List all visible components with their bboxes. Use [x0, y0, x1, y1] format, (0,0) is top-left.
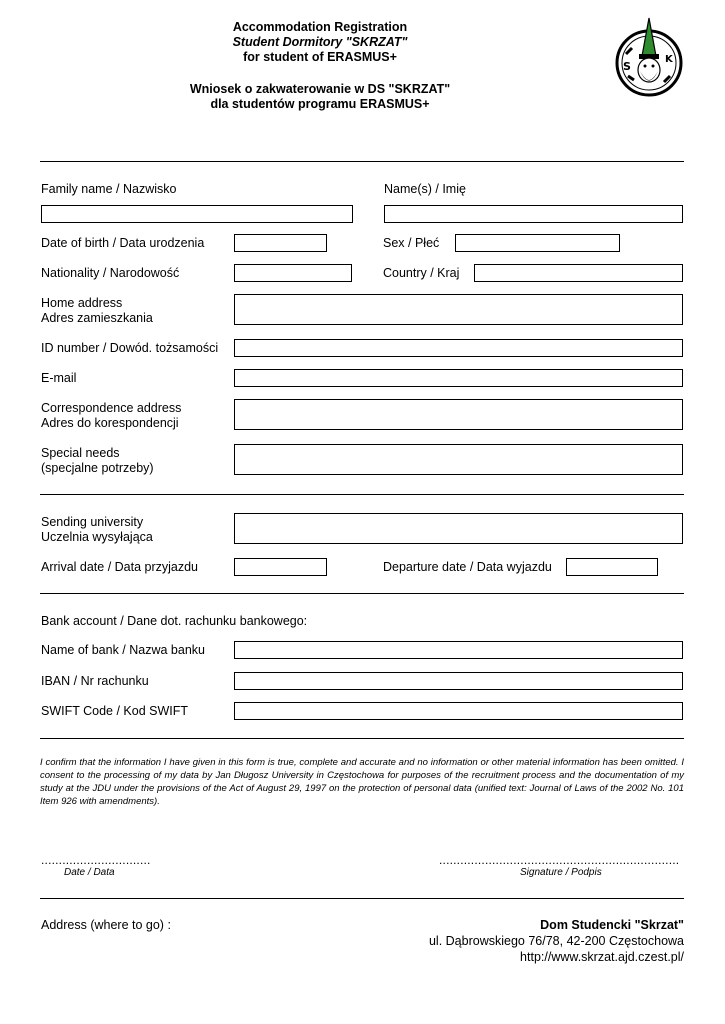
bank-divider — [40, 738, 684, 739]
title-line-3: for student of ERASMUS+ — [243, 50, 397, 64]
corr-address-field[interactable] — [234, 399, 683, 430]
dorm-street: ul. Dąbrowskiego 76/78, 42-200 Częstochowa — [428, 934, 684, 948]
signature-label: Signature / Podpis — [520, 867, 602, 878]
personal-divider — [40, 494, 684, 495]
home-address-label-en: Home address — [41, 296, 123, 310]
address-label: Address (where to go) : — [41, 918, 171, 932]
nationality-label: Nationality / Narodowość — [41, 266, 180, 280]
corr-address-label — [41, 401, 181, 431]
date-label: Date / Data — [64, 867, 115, 878]
title-block-pl — [170, 82, 470, 112]
departure-date-field[interactable] — [566, 558, 658, 576]
special-needs-label-en: Special needs — [41, 446, 120, 460]
family-name-label: Family name / Nazwisko — [41, 182, 177, 196]
departure-label: Departure date / Data wyjazdu — [383, 560, 552, 574]
names-label: Name(s) / Imię — [384, 182, 466, 196]
title-pl-line-1: Wniosek o zakwaterowanie w DS "SKRZAT" — [189, 82, 451, 96]
date-dots: ............................... — [41, 853, 151, 867]
swift-field[interactable] — [234, 702, 683, 720]
home-address-label-pl: Adres zamieszkania — [41, 311, 153, 325]
home-address-label — [41, 296, 153, 326]
dorm-url[interactable]: http://www.skrzat.ajd.czest.pl/ — [520, 950, 684, 964]
email-field[interactable] — [234, 369, 683, 387]
country-label: Country / Kraj — [383, 266, 460, 280]
swift-label: SWIFT Code / Kod SWIFT — [41, 704, 189, 718]
id-label: ID number / Dowód. tożsamości — [41, 341, 219, 355]
special-needs-label — [41, 446, 154, 476]
sending-university-label-pl: Uczelnia wysyłająca — [41, 530, 153, 544]
title-line-2: Student Dormitory "SKRZAT" — [232, 35, 408, 49]
dormitory-logo-icon — [612, 14, 686, 100]
sex-field[interactable] — [455, 234, 620, 252]
arrival-date-field[interactable] — [234, 558, 327, 576]
iban-label: IBAN / Nr rachunku — [41, 674, 149, 688]
bank-section-label: Bank account / Dane dot. rachunku bankowego: — [41, 614, 308, 628]
id-field[interactable] — [234, 339, 683, 357]
iban-field[interactable] — [234, 672, 683, 690]
sending-university-label — [41, 515, 153, 545]
email-label: E-mail — [41, 371, 77, 385]
consent-text: I confirm that the information I have given in this form is true, complete and accurate and no information or other material information has been omitted. I consent to the processing of my data by Jan Długosz University in Częstochowa for purposes of the recruitment process and the documentation of my study at the JDU under the provisions of the Act of August 29, 1997 on the protection of personal data (unified text: Journal of Laws of the 2002 No. 101 Item 926 with amendments). — [40, 757, 684, 807]
footer-address — [429, 917, 684, 965]
home-address-field[interactable] — [234, 294, 683, 325]
sending-university-field[interactable] — [234, 513, 683, 544]
header-divider — [40, 161, 684, 162]
title-line-1: Accommodation Registration — [232, 20, 408, 34]
svg-text:K: K — [665, 54, 673, 65]
sex-label: Sex / Płeć — [383, 236, 440, 250]
special-needs-label-pl: (specjalne potrzeby) — [41, 461, 154, 475]
corr-address-label-pl: Adres do korespondencji — [41, 416, 179, 430]
bank-name-field[interactable] — [234, 641, 683, 659]
bank-name-label: Name of bank / Nazwa banku — [41, 643, 205, 657]
special-needs-field[interactable] — [234, 444, 683, 475]
corr-address-label-en: Correspondence address — [41, 401, 182, 415]
svg-text:S: S — [623, 60, 631, 73]
dorm-name: Dom Studencki "Skrzat" — [540, 918, 684, 932]
arrival-label: Arrival date / Data przyjazdu — [41, 560, 199, 574]
title-block — [170, 20, 470, 65]
names-field[interactable] — [384, 205, 683, 223]
signature-divider — [40, 898, 684, 899]
dob-field[interactable] — [234, 234, 327, 252]
country-field[interactable] — [474, 264, 683, 282]
title-pl-line-2: dla studentów programu ERASMUS+ — [210, 97, 430, 111]
nationality-field[interactable] — [234, 264, 352, 282]
study-divider — [40, 593, 684, 594]
dob-label: Date of birth / Data urodzenia — [41, 236, 205, 250]
family-name-field[interactable] — [41, 205, 353, 223]
sending-university-label-en: Sending university — [41, 515, 144, 529]
signature-dots: .................................................................... — [439, 853, 680, 867]
